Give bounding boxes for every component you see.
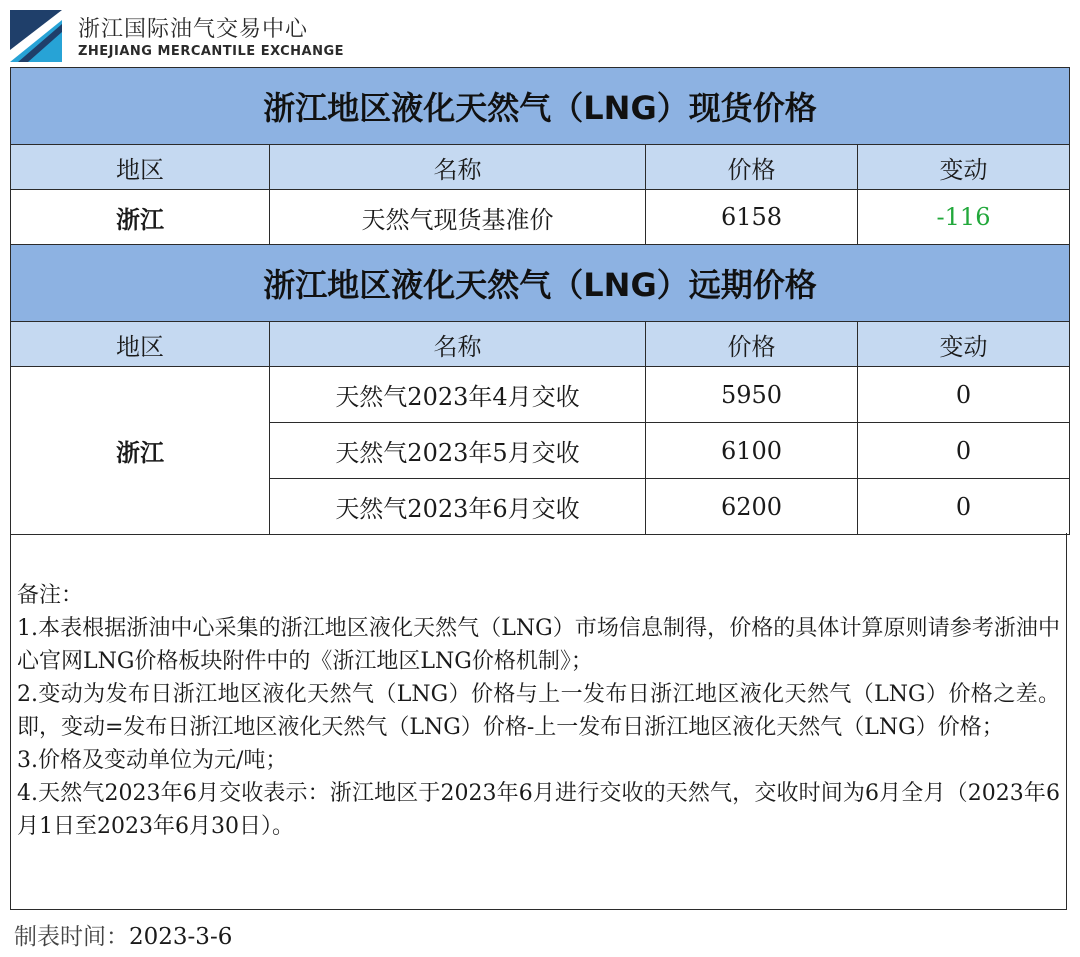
lng-price-table [10, 67, 1070, 535]
exchange-header [10, 8, 410, 66]
header-change: 变动 [858, 145, 1070, 190]
header-name: 名称 [270, 145, 646, 190]
forward-section-title: 浙江地区液化天然气（LNG）远期价格 [11, 245, 1070, 322]
timestamp-date: 2023-3-6 [129, 924, 233, 950]
exchange-name-en: ZHEJIANG MERCANTILE EXCHANGE [78, 44, 345, 59]
change-cell: 0 [858, 367, 1070, 423]
table-timestamp [14, 918, 232, 951]
notes-heading: 备注： [17, 583, 84, 608]
header-price: 价格 [646, 145, 858, 190]
spot-header-row [11, 145, 1070, 190]
note-item: 1.本表根据浙油中心采集的浙江地区液化天然气（LNG）市场信息制得，价格的具体计算原则请参考浙油中心官网LNG价格板块附件中的《浙江地区LNG价格机制》； [17, 616, 1060, 674]
product-name-cell: 天然气2023年5月交收 [270, 423, 646, 479]
note-item: 2.变动为发布日浙江地区液化天然气（LNG）价格与上一发布日浙江地区液化天然气（LNG）价格之差。即，变动=发布日浙江地区液化天然气（LNG）价格-上一发布日浙江地区液化天然气（LNG）价格； [17, 682, 1060, 740]
price-cell: 6200 [646, 479, 858, 535]
forward-header-row [11, 322, 1070, 367]
exchange-logo-icon [10, 10, 62, 62]
table-row [11, 367, 1070, 423]
product-name-cell: 天然气现货基准价 [270, 190, 646, 245]
product-name-cell: 天然气2023年6月交收 [270, 479, 646, 535]
region-cell: 浙江 [11, 367, 270, 535]
change-cell: 0 [858, 479, 1070, 535]
price-cell: 5950 [646, 367, 858, 423]
header-change: 变动 [858, 322, 1070, 367]
header-region: 地区 [11, 322, 270, 367]
change-cell: 0 [858, 423, 1070, 479]
note-item: 3.价格及变动单位为元/吨； [17, 748, 288, 773]
spot-title-row [11, 68, 1070, 145]
note-item: 4.天然气2023年6月交收表示：浙江地区于2023年6月进行交收的天然气，交收时间为6月全月（2023年6月1日至2023年6月30日）。 [17, 781, 1060, 839]
forward-title-row [11, 245, 1070, 322]
notes-box [10, 533, 1067, 910]
exchange-name-cn: 浙江国际油气交易中心 [78, 17, 309, 42]
header-region: 地区 [11, 145, 270, 190]
product-name-cell: 天然气2023年4月交收 [270, 367, 646, 423]
region-cell: 浙江 [11, 190, 270, 245]
change-cell: -116 [858, 190, 1070, 245]
spot-section-title: 浙江地区液化天然气（LNG）现货价格 [11, 68, 1070, 145]
price-cell: 6158 [646, 190, 858, 245]
price-cell: 6100 [646, 423, 858, 479]
header-name: 名称 [270, 322, 646, 367]
header-price: 价格 [646, 322, 858, 367]
table-row [11, 190, 1070, 245]
timestamp-label: 制表时间： [14, 924, 129, 950]
